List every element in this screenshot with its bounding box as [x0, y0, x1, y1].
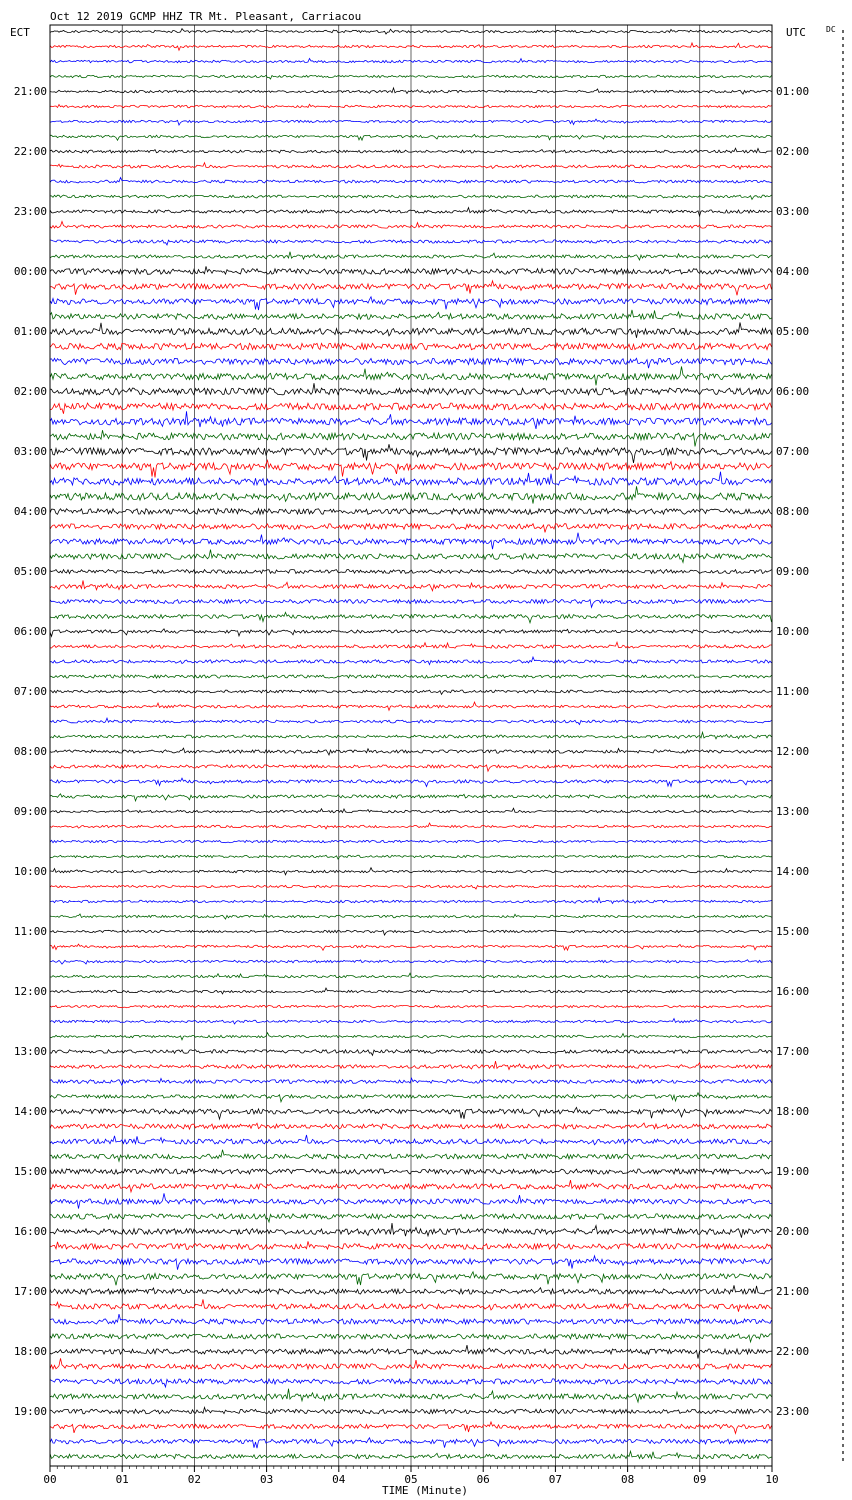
left-hour-label: 15:00	[13, 1165, 47, 1178]
left-hour-label: 17:00	[13, 1285, 47, 1298]
x-tick-label: 05	[404, 1473, 418, 1486]
left-hour-label: 02:00	[13, 385, 47, 398]
left-hour-label: 13:00	[13, 1045, 47, 1058]
right-hour-label: 23:00	[776, 1405, 810, 1418]
right-hour-label: 09:00	[776, 565, 810, 578]
right-hour-label: 04:00	[776, 265, 810, 278]
right-hour-labels	[776, 85, 809, 1418]
right-hour-label: 19:00	[776, 1165, 810, 1178]
right-hour-label: 15:00	[776, 925, 810, 938]
left-hour-label: 14:00	[13, 1105, 47, 1118]
left-hour-label: 10:00	[13, 865, 47, 878]
x-tick-label: 02	[187, 1473, 202, 1486]
left-hour-label: 09:00	[13, 805, 47, 818]
right-hour-label: 11:00	[776, 685, 810, 698]
left-hour-labels	[14, 85, 47, 1418]
right-hour-label: 03:00	[776, 205, 810, 218]
left-hour-label: 21:00	[13, 85, 47, 98]
left-hour-label: 11:00	[13, 925, 47, 938]
left-hour-label: 19:00	[13, 1405, 47, 1418]
right-hour-label: 21:00	[776, 1285, 810, 1298]
right-hour-label: 17:00	[776, 1045, 810, 1058]
right-hour-label: 05:00	[776, 325, 810, 338]
right-hour-label: 20:00	[776, 1225, 810, 1238]
right-hour-label: 06:00	[776, 385, 810, 398]
x-tick-label: 04	[332, 1473, 346, 1486]
right-hour-label: 01:00	[776, 85, 810, 98]
right-hour-label: 22:00	[776, 1345, 810, 1358]
x-tick-label: 03	[259, 1473, 274, 1486]
left-hour-label: 12:00	[13, 985, 47, 998]
x-tick-label: 07	[548, 1473, 563, 1486]
left-hour-label: 18:00	[13, 1345, 47, 1358]
left-hour-label: 06:00	[13, 625, 47, 638]
left-hour-label: 07:00	[13, 685, 47, 698]
right-axis-label: UTC	[786, 26, 806, 39]
left-hour-label: 05:00	[13, 565, 47, 578]
right-hour-label: 18:00	[776, 1105, 810, 1118]
x-axis-label: TIME (Minute)	[381, 1484, 469, 1497]
chart-title: Oct 12 2019 GCMP HHZ TR Mt. Pleasant, Carriacou	[50, 10, 362, 23]
x-tick-label: 01	[115, 1473, 129, 1486]
left-hour-label: 03:00	[13, 445, 47, 458]
x-tick-label: 10	[765, 1473, 779, 1486]
x-axis-ticks	[43, 1466, 778, 1486]
right-hour-label: 02:00	[776, 145, 810, 158]
right-hour-label: 13:00	[776, 805, 810, 818]
left-axis-label: ECT	[10, 26, 30, 39]
left-hour-label: 01:00	[13, 325, 47, 338]
left-hour-label: 22:00	[13, 145, 47, 158]
left-hour-label: 00:00	[13, 265, 47, 278]
x-tick-label: 00	[43, 1473, 57, 1486]
right-hour-label: 16:00	[776, 985, 810, 998]
left-hour-label: 08:00	[13, 745, 47, 758]
x-tick-label: 09	[693, 1473, 707, 1486]
right-hour-label: 08:00	[776, 505, 810, 518]
right-hour-label: 12:00	[776, 745, 810, 758]
dc-label: DC	[826, 25, 836, 34]
x-tick-label: 08	[620, 1473, 635, 1486]
left-hour-label: 04:00	[13, 505, 47, 518]
right-hour-label: 14:00	[776, 865, 810, 878]
left-hour-label: 23:00	[13, 205, 47, 218]
right-hour-label: 10:00	[776, 625, 810, 638]
x-tick-label: 06	[476, 1473, 490, 1486]
left-hour-label: 16:00	[13, 1225, 47, 1238]
right-hour-label: 07:00	[776, 445, 810, 458]
